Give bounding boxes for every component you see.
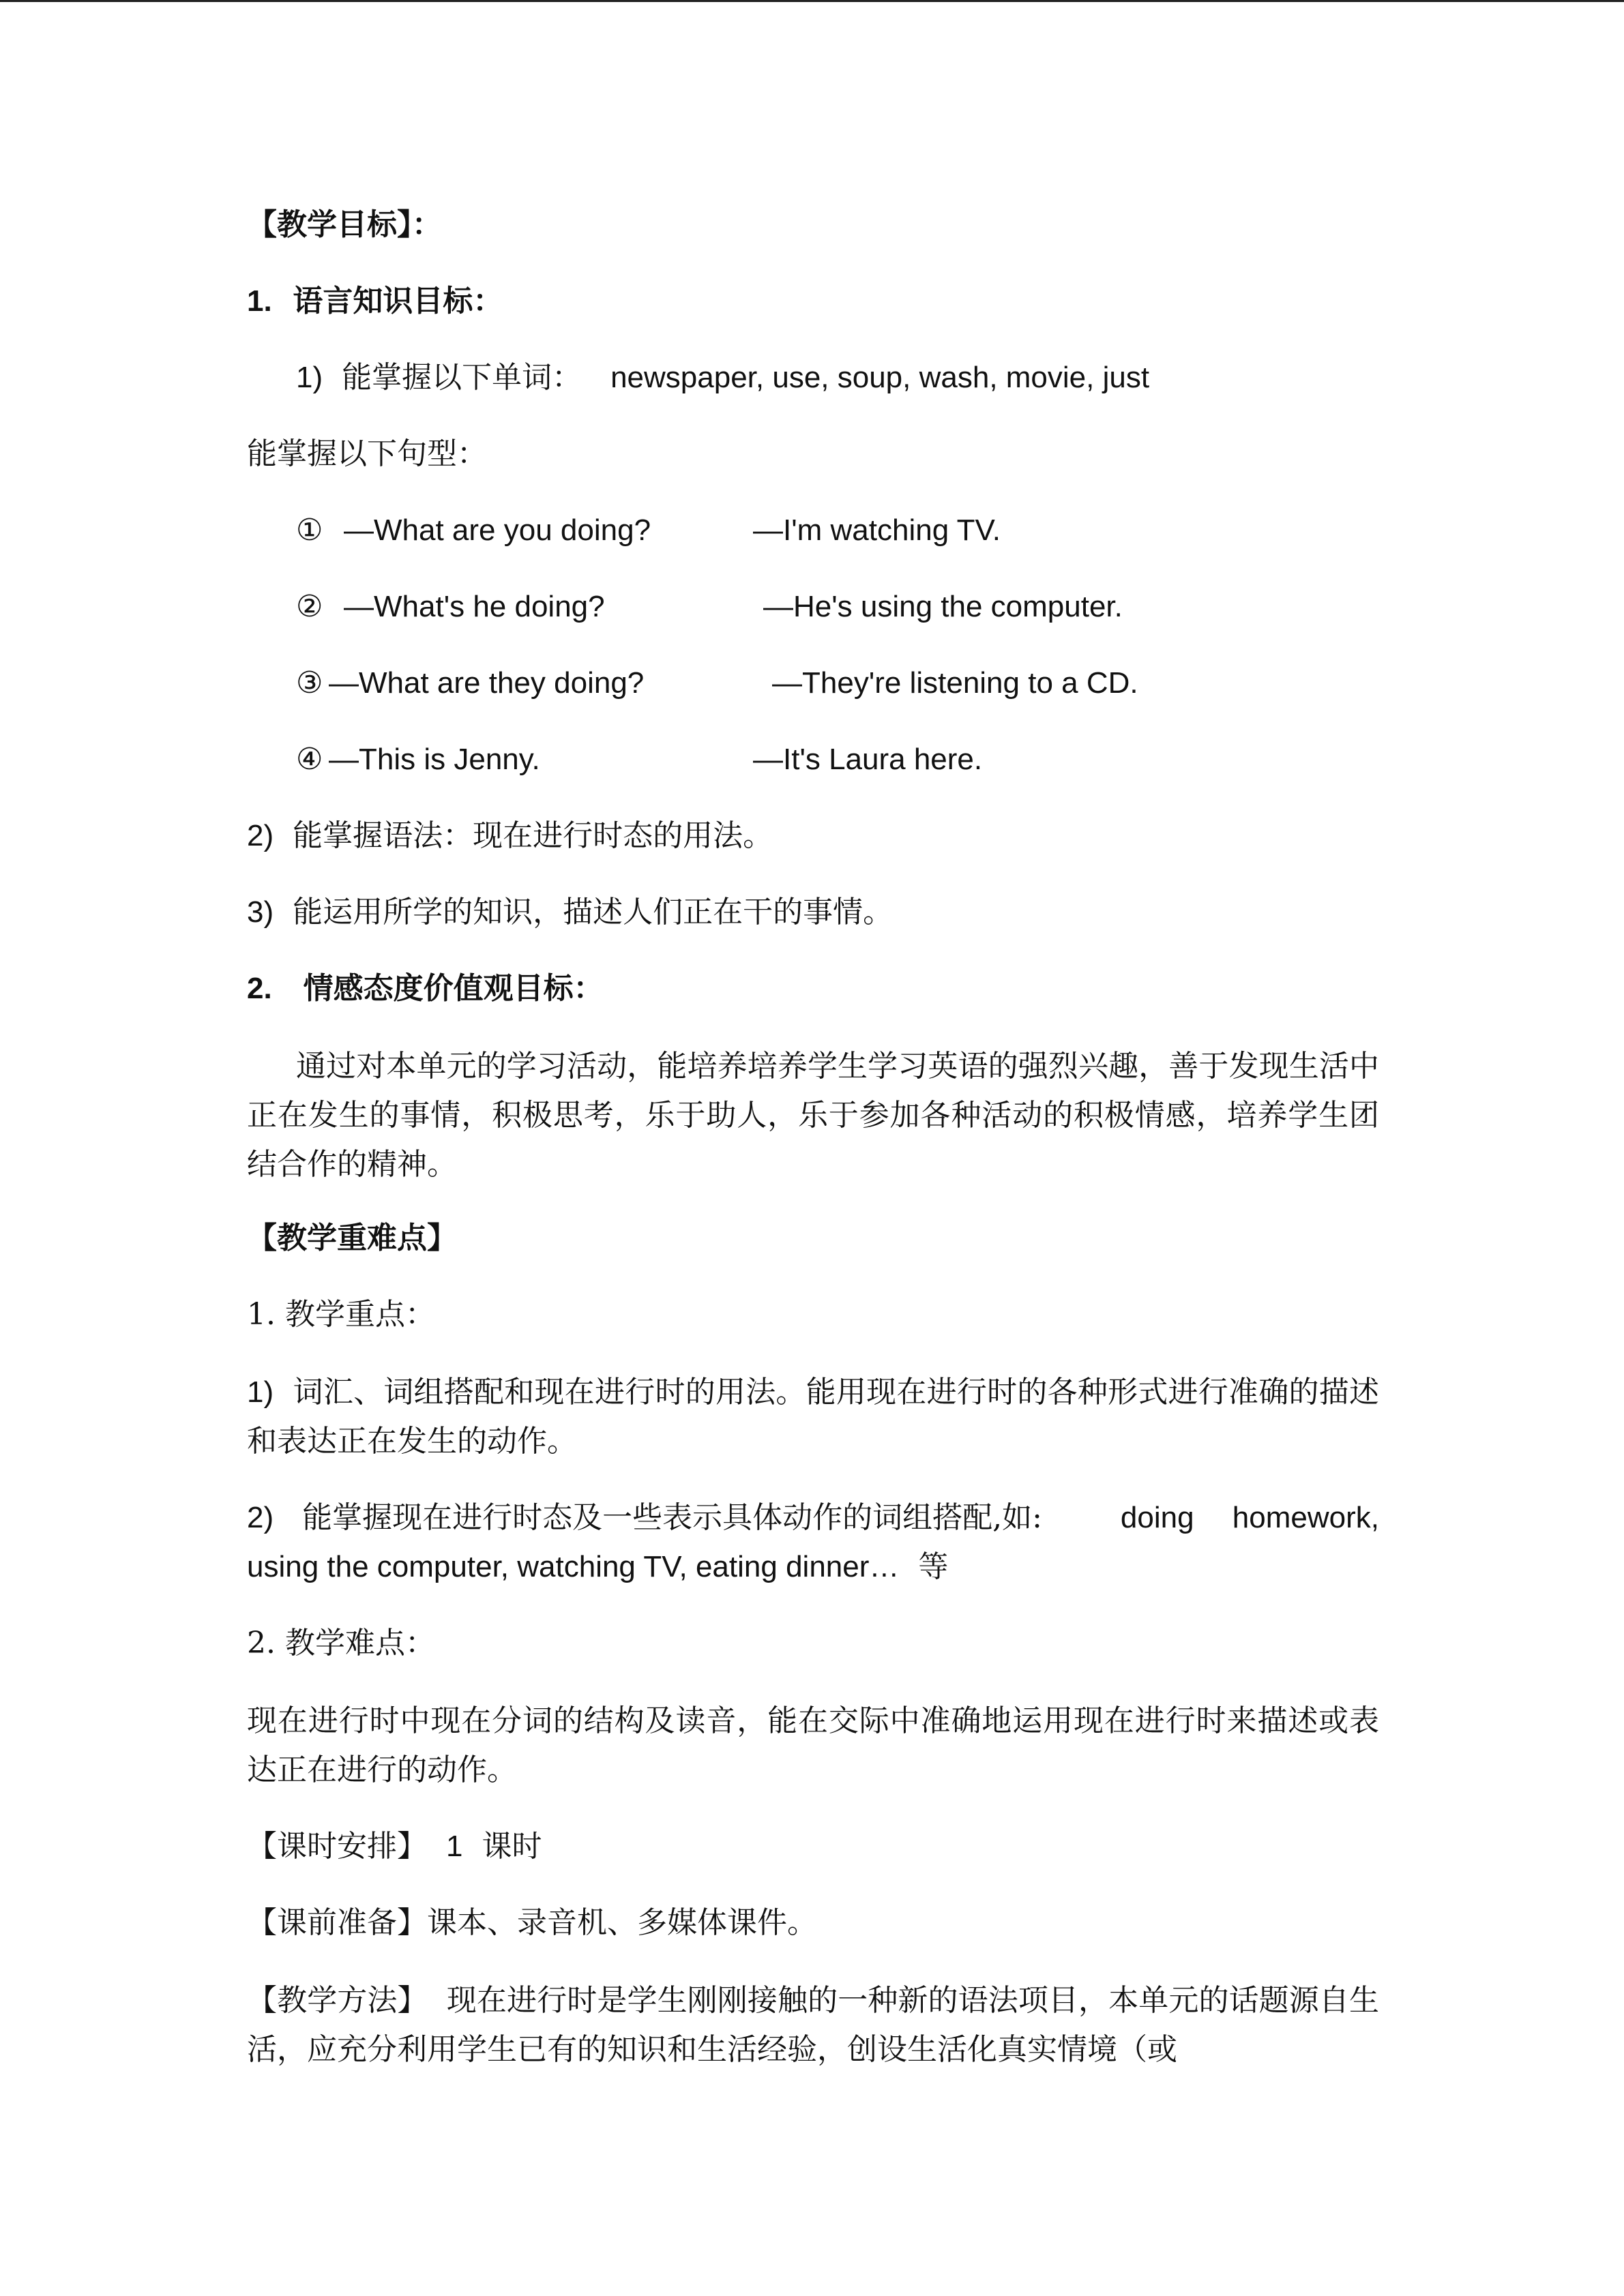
pattern-question: —This is Jenny. bbox=[329, 743, 540, 776]
focus-item-2-line2 bbox=[247, 1547, 948, 1587]
pattern-question: —What are they doing? bbox=[329, 666, 645, 700]
pattern-row bbox=[296, 586, 1123, 627]
language-objectives-title bbox=[247, 281, 503, 322]
item-number: 2) bbox=[247, 1501, 274, 1534]
vocab-words: newspaper, use, soup, wash, movie, just bbox=[610, 361, 1150, 394]
schedule-label: 【课时安排】 bbox=[247, 1829, 427, 1864]
patterns-label: 能掌握以下句型： bbox=[247, 436, 487, 471]
method-text: 现在进行时是学生刚刚接触的一种新的语法项目，本单元的话题源自生活，应充分利用学生已有的知识和生活经验，创设生活化真实情境（或 bbox=[247, 1983, 1379, 2067]
vocab-item bbox=[296, 357, 1149, 398]
section-title: 语言知识目标： bbox=[293, 284, 503, 318]
emotion-objectives-title bbox=[247, 968, 604, 1009]
pattern-question: —What are you doing? bbox=[344, 513, 651, 547]
apply-item bbox=[247, 892, 893, 933]
section-title: 情感态度价值观目标： bbox=[303, 971, 604, 1006]
vocab-label: 能掌握以下单词： bbox=[342, 360, 582, 395]
pattern-row bbox=[296, 510, 1001, 551]
pattern-number: ③ bbox=[296, 666, 323, 700]
item-number: 3) bbox=[247, 895, 274, 929]
apply-text: 能运用所学的知识，描述人们正在干的事情。 bbox=[293, 895, 894, 929]
pattern-row bbox=[296, 663, 1138, 704]
pattern-answer: —It's Laura here. bbox=[753, 743, 983, 776]
schedule-line bbox=[247, 1826, 542, 1867]
grammar-item bbox=[247, 816, 773, 856]
focus-2-cn: 能掌握现在进行时态及一些表示具体动作的词组搭配,如: bbox=[302, 1500, 1042, 1535]
focus-1-text: 词汇、词组搭配和现在进行时的用法。能用现在进行时的各种形式进行准确的描述和表达正在发生的动作。 bbox=[247, 1375, 1380, 1459]
pattern-number: ④ bbox=[296, 742, 323, 777]
pattern-answer: —He's using the computer. bbox=[763, 590, 1123, 623]
difficulty-title: 2. 教学难点： bbox=[247, 1626, 435, 1660]
preparation-line bbox=[247, 1903, 817, 1943]
focus-item-2-line1 bbox=[247, 1497, 1379, 1538]
schedule-unit: 课时 bbox=[482, 1829, 542, 1864]
pattern-question: —What's he doing? bbox=[344, 590, 605, 623]
focus-2-en-line2: using the computer, watching TV, eating dinner… bbox=[247, 1550, 900, 1583]
emotion-paragraph: 通过对本单元的学习活动，能培养培养学生学习英语的强烈兴趣，善于发现生活中正在发生的事情，积极思考，乐于助人，乐于参加各种活动的积极情感，培养学生团结合作的精神。 bbox=[247, 1049, 1379, 1182]
focus-2-etc: 等 bbox=[918, 1549, 949, 1584]
item-number: 1) bbox=[247, 1375, 274, 1409]
focus-2-en-line1: doing homework, bbox=[1120, 1501, 1379, 1534]
grammar-text: 能掌握语法：现在进行时态的用法。 bbox=[293, 818, 773, 853]
item-number: 2) bbox=[247, 819, 274, 852]
method-label: 【教学方法】 bbox=[247, 1983, 428, 2018]
key-points-heading: 【教学重难点】 bbox=[247, 1221, 457, 1255]
preparation-text: 课本、录音机、多媒体课件。 bbox=[427, 1905, 817, 1940]
focus-title: 1. 教学重点： bbox=[247, 1297, 435, 1332]
item-number: 1) bbox=[296, 361, 323, 394]
objectives-heading: 【教学目标】： bbox=[247, 207, 442, 242]
focus-item-1 bbox=[247, 1368, 1379, 1466]
preparation-label: 【课前准备】 bbox=[247, 1905, 427, 1940]
difficulty-paragraph: 现在进行时中现在分词的结构及读音，能在交际中准确地运用现在进行时来描述或表达正在进行的动作。 bbox=[247, 1703, 1379, 1787]
schedule-count: 1 bbox=[445, 1830, 463, 1863]
pattern-answer: —They're listening to a CD. bbox=[772, 666, 1138, 700]
pattern-number: ② bbox=[296, 589, 323, 624]
pattern-row bbox=[296, 739, 982, 780]
document-page bbox=[247, 0, 1379, 2296]
method-paragraph bbox=[247, 1976, 1379, 2074]
pattern-number: ① bbox=[296, 513, 323, 548]
section-number: 2. bbox=[247, 972, 272, 1005]
pattern-answer: —I'm watching TV. bbox=[753, 513, 1001, 547]
section-number: 1. bbox=[247, 284, 272, 318]
